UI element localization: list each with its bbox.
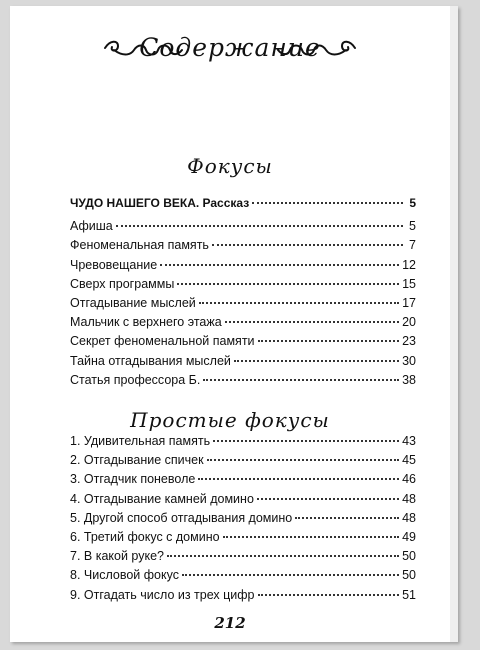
leader-dots — [223, 525, 400, 538]
leader-dots — [295, 506, 399, 519]
leader-dots — [258, 583, 400, 596]
page-header — [10, 28, 450, 68]
toc-entry[interactable] — [70, 371, 416, 390]
toc-entry-label: Сверх программы — [70, 276, 175, 291]
toc-entry-page: 49 — [402, 529, 416, 544]
toc-entry-label: Мальчик с верхнего этажа — [70, 315, 222, 330]
toc-entry-label: Феноменальная память — [70, 238, 209, 253]
toc-entry-label: Секрет феноменальной памяти — [70, 334, 255, 349]
toc-entry-page: 7 — [409, 238, 416, 253]
toc-entry-page: 23 — [402, 334, 416, 349]
toc-entry-label: 9. Отгадать число из трех цифр — [70, 587, 255, 602]
toc-entry-page: 17 — [402, 295, 416, 310]
toc-entry-label: 5. Другой способ отгадывания домино — [70, 510, 293, 525]
leader-dots — [182, 563, 399, 576]
toc-entry-label: 6. Третий фокус с домино — [70, 529, 220, 544]
toc-entry-page: 43 — [402, 434, 416, 448]
toc-entry-label: 8. Числовой фокус — [70, 568, 179, 583]
toc-entry-page: 50 — [402, 549, 416, 564]
section-title-simple-tricks: Простые фокусы — [130, 408, 330, 432]
leader-dots — [199, 291, 399, 304]
toc-entry-page: 48 — [402, 510, 416, 525]
toc-entry-page: 15 — [402, 276, 416, 291]
toc-entry-page: 46 — [402, 472, 416, 487]
leader-dots — [234, 349, 399, 362]
toc-entry-page: 5 — [409, 196, 416, 210]
section-title-tricks: Фокусы — [187, 154, 273, 178]
leader-dots — [177, 272, 399, 285]
leader-dots — [252, 191, 403, 204]
leader-dots — [207, 448, 400, 461]
page-title: Содержание — [139, 33, 321, 62]
toc-entry-label: 1. Удивительная память — [70, 434, 211, 448]
toc-list-simple-tricks — [70, 432, 416, 605]
toc-entry-page: 30 — [402, 353, 416, 368]
leader-dots — [213, 429, 399, 442]
toc-entry-page: 5 — [409, 219, 416, 234]
leader-dots — [160, 253, 399, 266]
toc-entry-label: Чревовещание — [70, 257, 158, 272]
leader-dots — [203, 368, 399, 381]
leader-dots — [257, 487, 399, 500]
toc-entry-page: 48 — [402, 491, 416, 506]
toc-entry-label: 2. Отгадывание спичек — [70, 453, 204, 468]
book-page — [10, 6, 458, 642]
toc-entry-label: 7. В какой руке? — [70, 549, 164, 564]
toc-entry-label: Отгадывание мыслей — [70, 295, 196, 310]
toc-entry[interactable] — [70, 586, 416, 605]
toc-entry-page: 45 — [402, 453, 416, 468]
leader-dots — [167, 544, 399, 557]
toc-entry-label: Тайна отгадывания мыслей — [70, 353, 231, 368]
leader-dots — [198, 467, 399, 480]
leader-dots — [212, 233, 403, 246]
toc-entry-label: Афиша — [70, 219, 113, 234]
leader-dots — [258, 329, 400, 342]
toc-entry-page: 20 — [402, 315, 416, 330]
leader-dots — [116, 214, 403, 227]
toc-entry-page: 50 — [402, 568, 416, 583]
toc-entry-main[interactable] — [70, 194, 416, 213]
leader-dots — [225, 310, 399, 323]
toc-entry-page: 12 — [402, 257, 416, 272]
toc-entry-page: 51 — [402, 587, 416, 602]
page-number: 212 — [214, 614, 246, 632]
toc-entry-label: ЧУДО НАШЕГО ВЕКА. Рассказ — [70, 196, 250, 210]
toc-entry-label: 4. Отгадывание камней домино — [70, 491, 254, 506]
toc-entry-label: 3. Отгадчик поневоле — [70, 472, 196, 487]
toc-entry-page: 38 — [402, 372, 416, 387]
toc-entry-label: Статья профессора Б. — [70, 372, 201, 387]
toc-list-tricks — [70, 194, 416, 390]
